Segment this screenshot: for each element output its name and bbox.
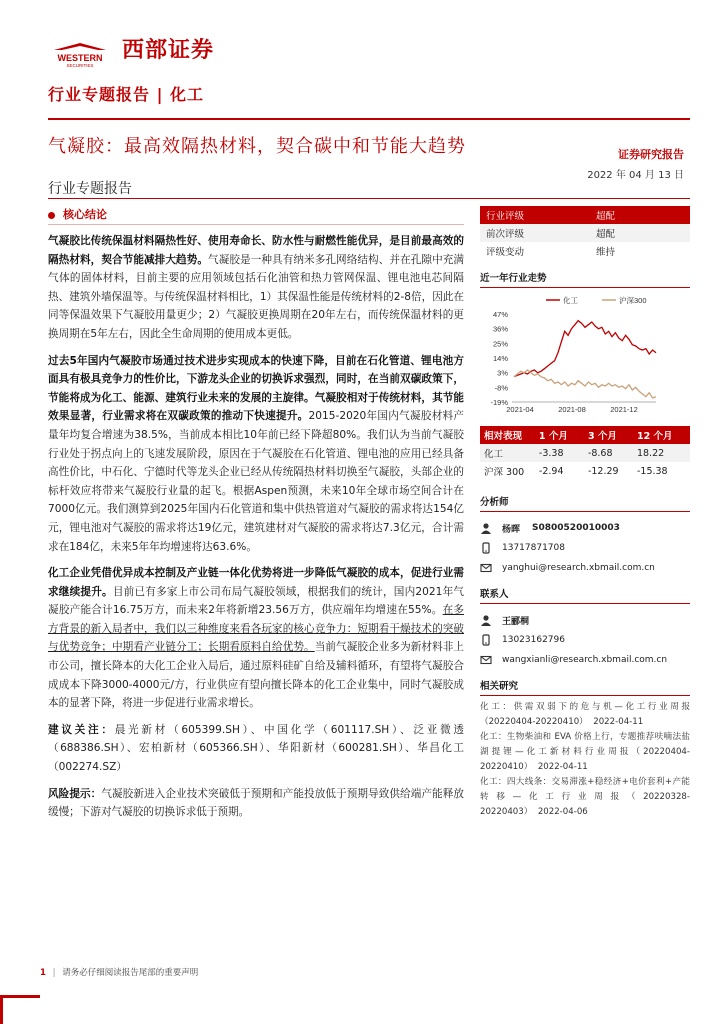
performance-header: 12 个月 <box>636 431 673 442</box>
corner-decoration <box>0 995 40 1024</box>
contact-phone-row <box>480 630 690 650</box>
y-tick-label: 3% <box>497 368 508 378</box>
title-divider <box>48 198 690 199</box>
rating-value: 超配 <box>596 211 616 222</box>
related-item[interactable] <box>480 700 690 730</box>
contact-phone: 13023162796 <box>502 635 565 645</box>
person-icon <box>480 614 492 626</box>
analyst-email-row[interactable] <box>480 558 690 578</box>
contacts-divider <box>480 603 690 604</box>
sidebar <box>480 206 690 820</box>
contact-name-row <box>480 610 690 630</box>
p4-body: 晨光新材（605399.SH）、中国化学（601117.SH）、泛亚微透（688386.SH）、宏柏新材（605366.SH）、华阳新材（600281.SH）、华昌化工（002274.SZ） <box>48 723 465 774</box>
trend-chart-svg <box>480 292 690 422</box>
page-footer <box>40 966 198 978</box>
logo-en-text: WESTERN <box>57 53 103 63</box>
y-tick-label: 14% <box>492 354 508 363</box>
performance-header: 相对表现 <box>484 431 523 442</box>
p1-lead: 气凝胶比传统保温材料隔热性好、使用寿命长、防水性与耐燃性能优异，是目前最高效的隔热材料，契合节能减排大趋势。 <box>48 235 464 266</box>
y-tick-label: 25% <box>492 339 508 349</box>
paragraph-1 <box>48 232 464 344</box>
contact-name: 王郦桐 <box>502 616 530 627</box>
performance-cell: 化工 <box>484 449 504 460</box>
rating-key: 前次评级 <box>486 229 525 240</box>
related-list <box>480 700 690 820</box>
rating-row <box>480 206 690 224</box>
p5-body: 气凝胶新进入企业技术突破低于预期和产能投放低于预期导致供给端产能释放缓慢；下游对气凝胶的切换诉求低于预期。 <box>48 787 464 819</box>
report-subtitle: 行业专题报告 <box>48 181 132 197</box>
brand-label: 证券研究报告 <box>618 148 684 161</box>
p3-body-a: 目前已有多家上市公司布局气凝胶领域，根据我们的统计，国内2021年气凝胶产能合计16.75万方，而未来2年将新增23.56万方，供应端年均增速在55%。 <box>48 585 464 617</box>
performance-header-row <box>480 426 690 444</box>
analyst-phone-row <box>480 538 690 558</box>
x-tick-label: 2021-04 <box>506 405 534 414</box>
logo-cn: 西部证券 <box>122 38 215 63</box>
report-header <box>0 0 724 122</box>
performance-cell: 18.22 <box>636 447 665 459</box>
related-divider <box>480 695 690 696</box>
logo-en-sub-text: SECURITIES <box>66 63 94 68</box>
western-logo-icon <box>48 40 112 68</box>
analyst-email[interactable]: yanghui@research.xbmail.com.cn <box>502 563 655 573</box>
analysts-title: 分析师 <box>480 497 509 508</box>
analyst-cert: S0800520010003 <box>532 523 620 533</box>
rating-table <box>480 206 690 260</box>
related-item[interactable] <box>480 775 690 820</box>
analyst-phone: 13717871708 <box>502 543 565 553</box>
p1-body: 气凝胶是一种具有纳米多孔网络结构、并在孔隙中充满气体的固体材料，目前主要的应用领域包括石化油管和热力管网保温、锂电池电芯间隔热、建筑外墙保温等。与传统保温材料相比，1）其保温性能是传统材料的2-8倍，因此在同等保温效果下气凝胶用量更少；2）气凝胶更换周期在20年左右，而传统保温材料的更换周期在5年左右，因此全生命周期的使用成本更低。 <box>48 253 465 340</box>
p2-body: 2015-2020年国内气凝胶材料产量年均复合增速为38.5%，当前成本相比10年前已经下降超80%。我们认为当前气凝胶行业处于拐点向上的飞速发展阶段，原因在于气凝胶在石化管道、锂电池的应用已经具备高性价比，中石化、宁德时代等龙头企业已经从传统隔热材料切换至气凝胶，头部企业的标杆效应将带来气凝胶行业量的起飞。根据Aspen预测，未来10年全球市场空间合计在7000亿元。我们测算到2025年国内石化管道和集中供热管道对气凝胶的需求将达154亿元，锂电池对气凝胶的需求将达19亿元，建筑建材对气凝胶的需求将达7.3亿元，合计需求在184亿，未来5年年均增速将达63.6%。 <box>48 410 464 553</box>
analysts-divider <box>480 511 690 512</box>
performance-row <box>480 462 690 480</box>
performance-row <box>480 444 690 462</box>
rating-key: 评级变动 <box>486 247 525 258</box>
contact-email-row[interactable] <box>480 650 690 670</box>
p5-lead: 风险提示： <box>48 787 102 800</box>
performance-cell: -2.94 <box>538 465 564 477</box>
report-type-label: 行业专题报告 | 化工 <box>48 85 204 104</box>
core-conclusion-label: 核心结论 <box>63 208 107 221</box>
contact-email[interactable]: wangxianli@research.xbmail.com.cn <box>502 655 668 665</box>
related-item-date: 2022-04-11 <box>593 717 644 727</box>
bullet-dot-icon <box>48 212 55 219</box>
legend-label: 化工 <box>563 296 578 305</box>
related-item-date: 2022-04-06 <box>537 807 588 817</box>
rating-row <box>480 224 690 242</box>
paragraph-3 <box>48 564 464 713</box>
rating-value: 维持 <box>596 247 616 258</box>
person-icon <box>480 522 492 534</box>
p3-body-b: 当前气凝胶企业多为新材料非上市公司，擅长降本的大化工企业入局后，通过原料硅矿自给及辅料循环，有望将气凝胶合成成本下降3000-4000元/方，行业供应有望向擅长降本的化工企业集中，同时气凝胶成本的显著下降，将进一步促进行业需求增长。 <box>48 641 465 710</box>
trend-chart <box>480 292 690 422</box>
legend-label: 沪深300 <box>619 296 647 305</box>
analyst-name-row <box>480 518 690 538</box>
performance-cell: -15.38 <box>636 465 668 477</box>
paragraph-4 <box>48 721 464 777</box>
report-title: 气凝胶：最高效隔热材料，契合碳中和节能大趋势 <box>48 136 466 157</box>
x-tick-label: 2021-12 <box>610 405 638 414</box>
performance-cell: -3.38 <box>538 447 564 459</box>
rating-key: 行业评级 <box>486 211 525 222</box>
performance-cell: -8.68 <box>587 447 613 459</box>
p4-lead: 建议关注： <box>48 723 115 736</box>
phone-icon <box>480 542 492 554</box>
contacts-title: 联系人 <box>480 589 509 600</box>
p2-lead: 过去5年国内气凝胶市场通过技术进步实现成本的快速下降，目前在石化管道、锂电池方面具有极具竞争力的性价比，下游龙头企业的切换诉求强烈，同时，在当前双碳政策下，节能将成为化工、能源、建筑行业未来的发展的主旋律。气凝胶相对于传统材料，其节能效果显著，行业需求将在双碳政策的推动下快速提升。 <box>48 354 464 423</box>
performance-cell: 沪深 300 <box>484 467 525 478</box>
y-tick-label: -8% <box>494 383 508 393</box>
paragraph-5 <box>48 785 464 822</box>
performance-header: 3 个月 <box>587 431 617 442</box>
core-conclusion-heading <box>48 206 107 222</box>
mail-icon <box>480 562 492 574</box>
y-tick-label: -19% <box>490 398 508 407</box>
rating-value: 超配 <box>596 229 616 240</box>
rating-row <box>480 242 690 260</box>
paragraph-2 <box>48 352 464 557</box>
series-line <box>514 321 656 377</box>
related-item-date: 2022-04-11 <box>537 762 588 772</box>
trend-divider <box>480 287 690 288</box>
y-tick-label: 47% <box>492 310 508 319</box>
page-number: 1 <box>40 968 46 978</box>
footer-disclaimer: 请务必仔细阅读报告尾部的重要声明 <box>62 968 199 978</box>
series-line <box>514 370 656 398</box>
main-body <box>48 232 464 830</box>
analyst-name: 杨晖 <box>502 524 521 535</box>
performance-cell: -12.29 <box>587 465 619 477</box>
contact-card <box>480 610 690 670</box>
x-tick-label: 2021-08 <box>558 405 586 414</box>
p3-underlined: 在多方背景的新入局者中，我们以三种维度来看各玩家的核心竞争力：短期看干燥技术的突破与优势竞争；中期看产业链分工；长期看原料自给优势。 <box>48 604 465 654</box>
related-item-text[interactable]: 化工：生物柴油和 EVA 价格上行，专题推荐呋喃法盐湖提锂—化工新材料行业周报（20220404-20220410） <box>480 732 690 772</box>
y-tick-label: 36% <box>492 324 508 334</box>
related-item-text[interactable]: 化工：四大线条：交易滞涨+稳经济+电价套利+产能转移—化工行业周报（20220328-20220403） <box>480 777 690 817</box>
report-date: 2022 年 04 月 13 日 <box>587 170 684 181</box>
phone-icon <box>480 634 492 646</box>
footer-separator: | <box>52 968 56 978</box>
p3-lead: 化工企业凭借优异成本控制及产业链一体化优势将进一步降低气凝胶的成本，促进行业需求继续提升。 <box>48 567 464 598</box>
trend-title: 近一年行业走势 <box>480 273 547 284</box>
core-conclusion-divider <box>48 224 464 225</box>
mail-icon <box>480 654 492 666</box>
related-title: 相关研究 <box>480 681 519 692</box>
related-item-text[interactable]: 化工：供需双弱下的危与机—化工行业周报（20220404-20220410） <box>480 702 690 727</box>
analyst-card <box>480 518 690 578</box>
related-item[interactable] <box>480 730 690 775</box>
performance-header: 1 个月 <box>538 431 568 442</box>
header-divider <box>48 118 690 120</box>
performance-table <box>480 426 690 480</box>
